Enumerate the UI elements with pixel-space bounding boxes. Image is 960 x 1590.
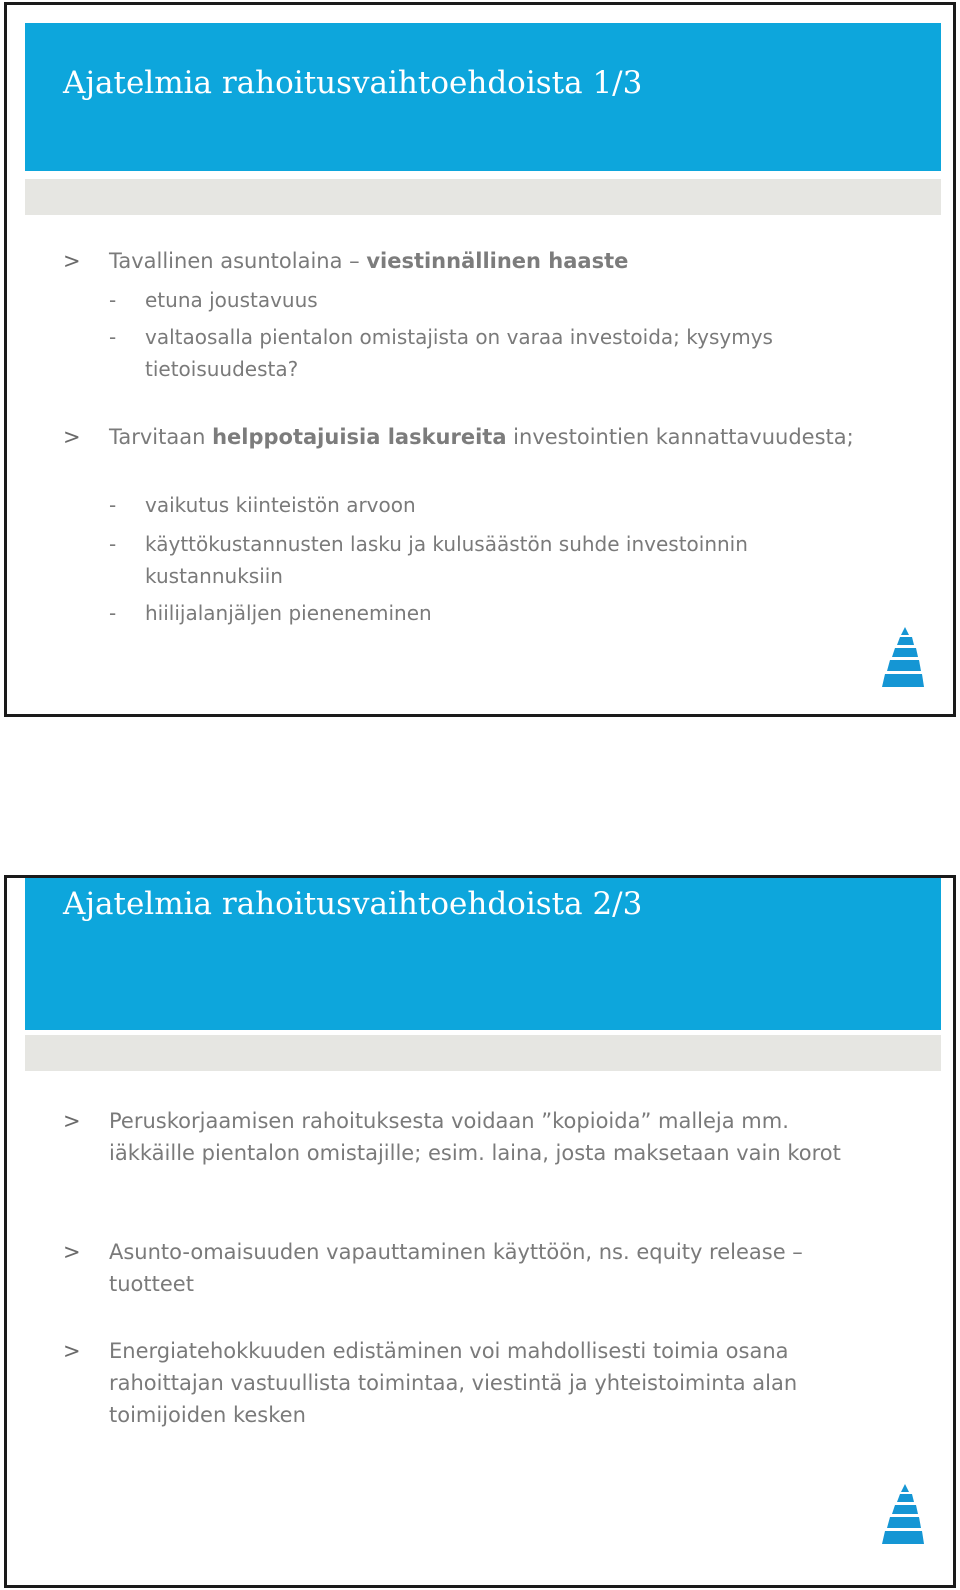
bullet-text [109,421,883,453]
bullet-text [109,245,883,277]
bullet-text-bold: viestinnällinen haaste [366,249,629,273]
slide-title: Ajatelmia rahoitusvaihtoehdoista 1/3 [63,65,643,101]
bullet-marker: > [63,425,81,449]
bullet-item [63,421,883,453]
bullet-text-part: Tavallinen asuntolaina – [109,249,367,273]
sub-bullet-text: valtaosalla pientalon omistajista on varaa investoida; kysymys tietoisuudesta? [145,325,773,381]
slide-1 [4,2,956,717]
slide-2 [4,875,956,1588]
bullet-text: Asunto-omaisuuden vapauttaminen käyttöön, ns. equity release – tuotteet [109,1240,803,1296]
sub-bullet-text: hiilijalanjäljen pieneneminen [145,601,432,625]
bullet-text-part: Tarvitaan [109,425,213,449]
bullet-item [63,1236,853,1300]
bullet-marker: > [63,1339,81,1363]
sub-bullet-text: vaikutus kiinteistön arvoon [145,493,416,517]
sub-bullet-marker: - [109,493,117,517]
bullet-marker: > [63,1109,81,1133]
bullet-marker: > [63,1240,81,1264]
sub-bullet-marker: - [109,601,117,625]
sub-bullet-item [109,489,889,521]
sub-bullet-item [109,321,889,385]
slide-title: Ajatelmia rahoitusvaihtoehdoista 2/3 [63,886,643,922]
sub-bullet-marker: - [109,288,117,312]
triangle-logo-icon [881,627,925,689]
slide-content [7,878,953,1585]
sub-bullet-text: käyttökustannusten lasku ja kulusäästön suhde investoinnin kustannuksiin [145,532,748,588]
slide-content [7,5,953,714]
bullet-item [63,245,883,277]
bullet-text: Energiatehokkuuden edistäminen voi mahdollisesti toimia osana rahoittajan vastuullista toimintaa, viestintä ja yhteistoiminta alan toimijoiden kesken [109,1339,798,1427]
sub-bullet-marker: - [109,532,117,556]
bullet-text-bold: helppotajuisia laskureita [212,425,507,449]
bullet-item [63,1105,853,1169]
sub-bullet-item [109,528,889,592]
sub-bullet-item [109,597,889,629]
bullet-item [63,1335,863,1431]
sub-bullet-text: etuna joustavuus [145,288,318,312]
triangle-logo-icon [881,1484,925,1546]
bullet-text: Peruskorjaamisen rahoituksesta voidaan ”kopioida” malleja mm. iäkkäille pientalon omistajille; esim. laina, josta maksetaan vain korot [109,1109,841,1165]
sub-bullet-marker: - [109,325,117,349]
sub-bullet-item [109,284,889,316]
bullet-text-part: investointien kannattavuudesta; [506,425,854,449]
bullet-marker: > [63,249,81,273]
